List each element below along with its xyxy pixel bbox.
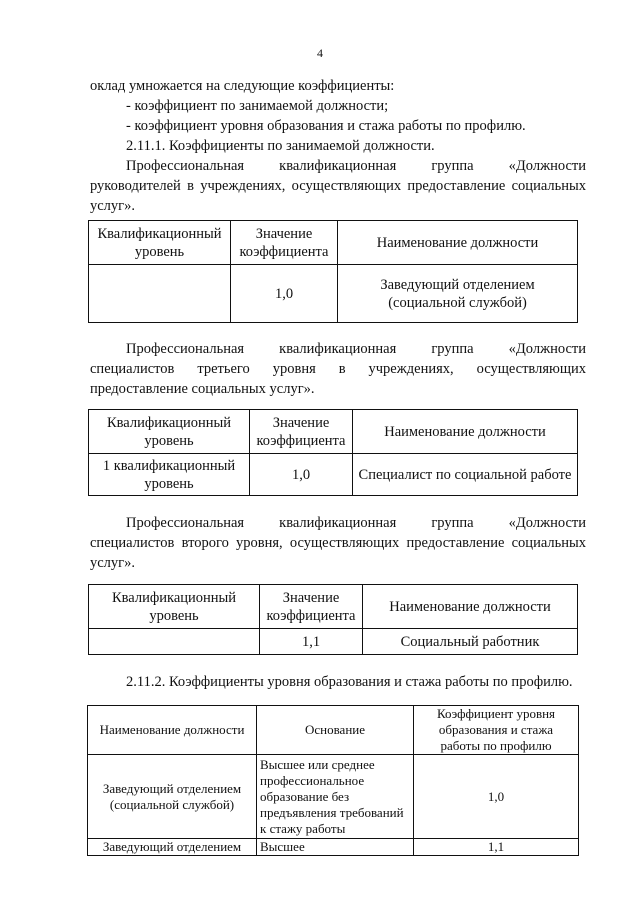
header-coefficient: Коэффициент уровня образования и стажа работы по профилю [414, 706, 579, 755]
cell-coefficient: 1,0 [231, 265, 338, 323]
table-row [89, 454, 578, 496]
table-education-coefficients [87, 705, 579, 856]
bullet-position-coefficient: - коэффициент по занимаемой должности; [126, 98, 389, 114]
cell-basis: Высшее [257, 839, 414, 856]
cell-level: 1 квалификационный уровень [89, 454, 250, 496]
header-coefficient: Значение коэффициента [260, 585, 363, 629]
cell-position: Заведующий отделением (социальной службой) [338, 265, 578, 323]
header-level: Квалификационный уровень [89, 585, 260, 629]
group3-line2: специалистов второго уровня, осуществляющих предоставление социальных [90, 535, 586, 551]
header-coefficient: Значение коэффициента [231, 221, 338, 265]
table-row [89, 629, 578, 655]
header-position: Наименование должности [88, 706, 257, 755]
group2-line2: специалистов третьего уровня в учреждениях, осуществляющих [90, 361, 586, 377]
header-level: Квалификационный уровень [89, 410, 250, 454]
group2-line1: Профессиональная квалификационная группа «Должности [126, 341, 586, 357]
cell-position: Заведующий отделением [88, 839, 257, 856]
cell-coefficient: 1,0 [414, 755, 579, 839]
header-coefficient: Значение коэффициента [250, 410, 353, 454]
cell-level [89, 629, 260, 655]
section-heading-2-11-2: 2.11.2. Коэффициенты уровня образования и стажа работы по профилю. [126, 674, 573, 690]
cell-position: Заведующий отделением (социальной службой) [88, 755, 257, 839]
header-position: Наименование должности [363, 585, 578, 629]
cell-coefficient: 1,0 [250, 454, 353, 496]
cell-position: Социальный работник [363, 629, 578, 655]
cell-level [89, 265, 231, 323]
header-position: Наименование должности [353, 410, 578, 454]
group3-line3: услуг». [90, 555, 135, 571]
group1-line1: Профессиональная квалификационная группа «Должности [126, 158, 586, 174]
table-header-row [89, 410, 578, 454]
table-row [88, 839, 579, 856]
cell-position: Специалист по социальной работе [353, 454, 578, 496]
header-position: Наименование должности [338, 221, 578, 265]
table-managers [88, 220, 578, 323]
header-basis: Основание [257, 706, 414, 755]
page-number: 4 [317, 46, 323, 60]
group1-line2: руководителей в учреждениях, осуществляющих предоставление социальных [90, 178, 586, 194]
group3-line1: Профессиональная квалификационная группа «Должности [126, 515, 586, 531]
group2-line3: предоставление социальных услуг». [90, 381, 315, 397]
cell-coefficient: 1,1 [414, 839, 579, 856]
group1-line3: услуг». [90, 198, 135, 214]
bullet-education-coefficient: - коэффициент уровня образования и стажа работы по профилю. [126, 118, 526, 134]
section-heading-2-11-1: 2.11.1. Коэффициенты по занимаемой должности. [126, 138, 435, 154]
header-level: Квалификационный уровень [89, 221, 231, 265]
table-specialists-second-level [88, 584, 578, 655]
table-header-row [89, 221, 578, 265]
table-row [88, 755, 579, 839]
table-header-row [88, 706, 579, 755]
table-row [89, 265, 578, 323]
table-specialists-third-level [88, 409, 578, 496]
cell-basis: Высшее или среднее профессиональное образование без предъявления требований к стажу работы [257, 755, 414, 839]
cell-coefficient: 1,1 [260, 629, 363, 655]
intro-text: оклад умножается на следующие коэффициенты: [90, 78, 395, 94]
table-header-row [89, 585, 578, 629]
